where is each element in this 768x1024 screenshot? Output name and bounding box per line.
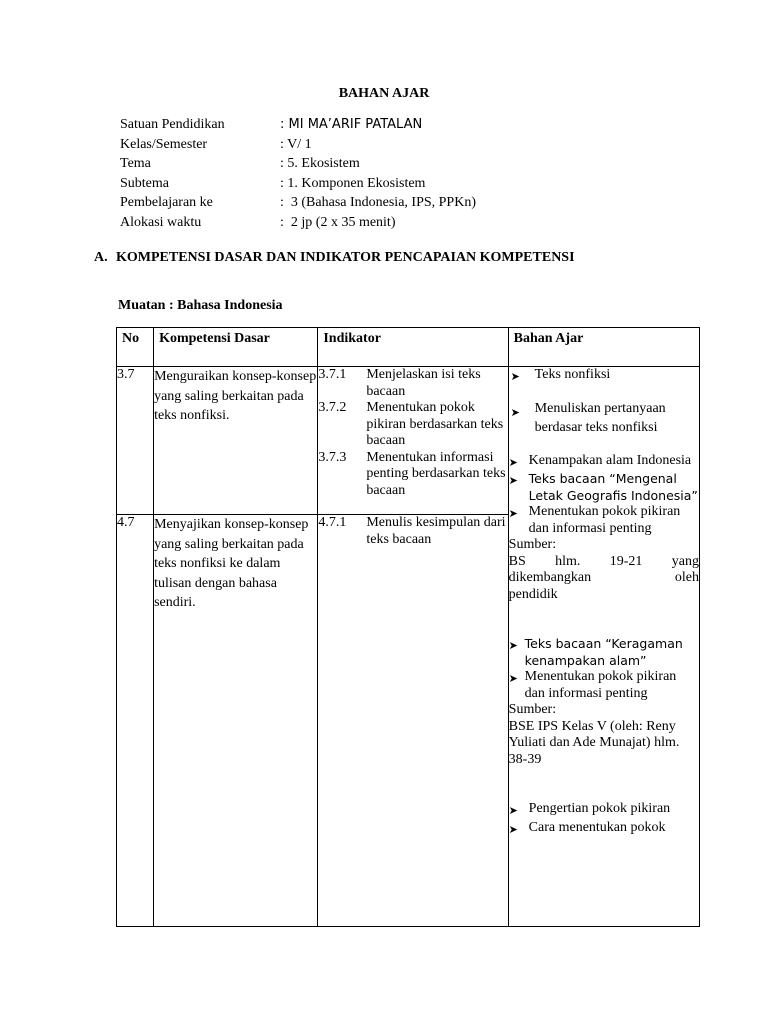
table-header-row: [117, 328, 700, 367]
muatan-heading: Muatan : Bahasa Indonesia: [118, 298, 283, 313]
arrow-bullet-icon: ➤: [508, 822, 518, 836]
sumber-line: BS hlm. 19-21 yang: [508, 553, 699, 569]
info-row-satuan: [120, 115, 476, 135]
info-row-subtema: [120, 174, 476, 194]
indikator-number: 3.7.1: [318, 367, 347, 382]
indikator-item: [318, 515, 507, 548]
arrow-bullet-icon: ➤: [508, 507, 518, 520]
info-label: Subtema: [120, 175, 169, 191]
section-title: KOMPETENSI DASAR DAN INDIKATOR PENCAPAIAN KOMPETENSI: [116, 250, 575, 265]
row-indikator: [318, 515, 508, 927]
info-row-pembelajaran: [120, 193, 476, 213]
info-label: Alokasi waktu: [120, 214, 202, 230]
indikator-text: Menulis kesimpulan dari teks bacaan: [366, 515, 506, 547]
indikator-number: 3.7.2: [318, 400, 347, 415]
info-value: : 1. Komponen Ekosistem: [280, 175, 426, 191]
sumber-text: BSE IPS Kelas V (oleh: Reny Yuliati dan Ade Munajat) hlm. 38-39: [508, 718, 680, 767]
identity-block: [120, 115, 476, 232]
sumber-label: Sumber:: [508, 537, 557, 552]
header-kompetensi-dasar: Kompetensi Dasar: [154, 328, 318, 367]
row-kompetensi-dasar: Menyajikan konsep-konsep yang saling berkaitan pada teks nonfiksi ke dalam tulisan dengan bahasa sendiri.: [154, 515, 318, 927]
section-letter: A.: [94, 250, 108, 265]
bahan-ajar-item: ➤ Teks nonfiksi: [511, 367, 699, 386]
sumber-label: Sumber:: [508, 702, 557, 717]
bahan-ajar-item: ➤ Teks bacaan “Mengenal Letak Geografis Indonesia”: [508, 471, 698, 503]
info-value: : 5. Ekosistem: [280, 156, 360, 171]
competency-table: [116, 327, 700, 927]
arrow-bullet-icon: ➤: [508, 672, 518, 685]
indikator-text: Menentukan pokok pikiran berdasarkan teks bacaan: [366, 400, 504, 448]
info-value: : 2 jp (2 x 35 menit): [280, 214, 396, 230]
sumber-line: dikembangkan oleh: [508, 570, 699, 585]
row-indikator: [318, 367, 508, 515]
page-title: BAHAN AJAR: [338, 86, 430, 101]
arrow-bullet-icon: ➤: [510, 370, 520, 383]
info-value: : 3 (Bahasa Indonesia, IPS, PPKn): [280, 195, 476, 210]
indikator-item: [318, 450, 507, 500]
section-heading-a: [94, 250, 575, 266]
bahan-ajar-item: ➤ Menentukan pokok pikiran dan informasi penting: [508, 669, 677, 701]
info-row-tema: [120, 154, 476, 174]
row-no: 3.7: [117, 367, 154, 515]
header-bahan-ajar: Bahan Ajar: [508, 328, 699, 367]
info-label: Tema: [120, 156, 151, 171]
indikator-number: 4.7.1: [318, 515, 347, 530]
info-value: : V/ 1: [280, 136, 312, 152]
indikator-text: Menentukan informasi penting berdasarkan teks bacaan: [366, 449, 506, 498]
bahan-ajar-item: ➤ Menuliskan pertanyaan berdasar teks nonfiksi: [511, 399, 699, 438]
bahan-ajar-item: ➤ Teks bacaan “Keragaman kenampakan alam”: [508, 636, 683, 668]
info-label: Kelas/Semester: [120, 136, 208, 152]
info-label: Pembelajaran ke: [120, 195, 213, 210]
arrow-bullet-icon: ➤: [508, 804, 518, 817]
bahan-ajar-item: ➤ Cara menentukan pokok: [509, 820, 699, 839]
arrow-bullet-icon: ➤: [510, 405, 520, 419]
info-row-kelas: [120, 135, 476, 155]
info-label: Satuan Pendidikan: [120, 117, 225, 132]
arrow-bullet-icon: ➤: [508, 639, 518, 652]
table-row: [117, 367, 700, 515]
info-value: : MI MA’ARIF PATALAN: [280, 117, 423, 132]
arrow-bullet-icon: ➤: [508, 455, 518, 469]
indikator-number: 3.7.3: [318, 449, 347, 465]
indikator-text: Menjelaskan isi teks bacaan: [366, 367, 481, 399]
bahan-ajar-item: ➤ Menentukan pokok pikiran dan informasi penting: [508, 504, 681, 536]
info-row-alokasi: [120, 213, 476, 233]
sumber-line: pendidik: [508, 586, 558, 602]
header-no: No: [117, 328, 154, 367]
indikator-item: [318, 400, 507, 450]
header-indikator: Indikator: [318, 328, 508, 367]
bahan-ajar-cell: [508, 367, 699, 927]
row-no: 4.7: [117, 515, 154, 927]
bahan-ajar-item: ➤ Kenampakan alam Indonesia: [509, 453, 699, 472]
bahan-ajar-item: ➤ Pengertian pokok pikiran: [509, 801, 699, 820]
arrow-bullet-icon: ➤: [508, 474, 518, 487]
indikator-item: [318, 367, 507, 400]
row-kompetensi-dasar: Menguraikan konsep-konsep yang saling berkaitan pada teks nonfiksi.: [154, 367, 318, 515]
